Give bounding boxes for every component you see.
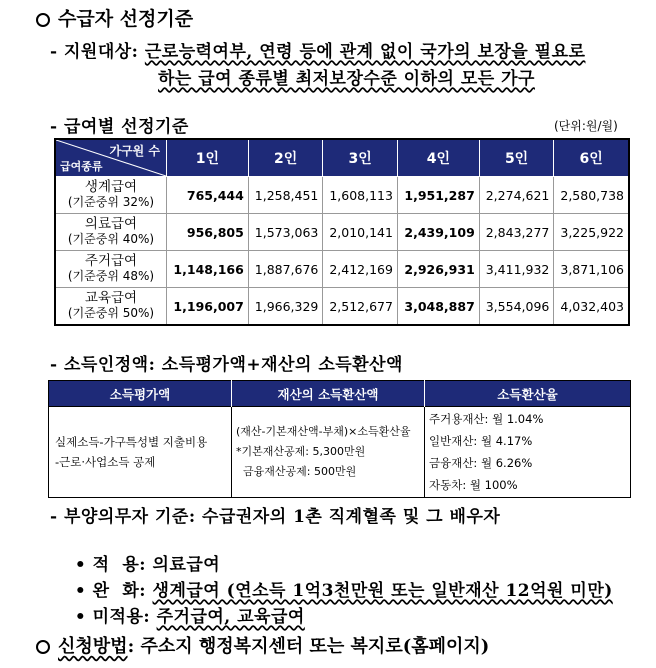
- value-cell: 2,439,109: [397, 214, 479, 251]
- value-cell: 2,010,141: [323, 214, 398, 251]
- value-cell: 2,926,931: [397, 251, 479, 288]
- value-cell: 3,871,106: [554, 251, 629, 288]
- rate-line: 일반재산: 월 4.17%: [429, 434, 533, 448]
- conversion-rate-cell: [425, 407, 631, 498]
- row-label: [55, 177, 167, 214]
- header-cell: 2인: [248, 139, 323, 177]
- table-row: [55, 288, 629, 326]
- value-cell: 3,225,922: [554, 214, 629, 251]
- value-cell: 956,805: [167, 214, 249, 251]
- header-cell: 1인: [167, 139, 249, 177]
- support-target-text1: 근로능력여부, 연령 등에 관계 없이 국가의 보장을 필요로: [144, 42, 586, 62]
- corner-household-label: 가구원 수: [109, 144, 160, 158]
- support-duty-title: - 부양의무자 기준: 수급권자의 1촌 직계혈족 및 그 배우자: [50, 507, 501, 527]
- value-cell: 765,444: [167, 177, 249, 214]
- row-label: [55, 288, 167, 326]
- corner-benefit-label: 급여종류: [60, 160, 103, 173]
- row-sub: (기준중위 50%): [67, 306, 155, 320]
- header-cell: 5인: [479, 139, 554, 177]
- support-target-line1: [50, 37, 585, 62]
- header-cell: 3인: [323, 139, 398, 177]
- unit-label: (단위:원/월): [554, 119, 618, 133]
- support-target-text2: 하는 급여 종류별 최저보장수준 이하의 모든 가구: [158, 69, 535, 89]
- value-cell: 1,887,676: [248, 251, 323, 288]
- value-cell: 2,512,677: [323, 288, 398, 326]
- value-cell: 2,274,621: [479, 177, 554, 214]
- value-cell: 4,032,403: [554, 288, 629, 326]
- support-item-exempt: [62, 582, 305, 627]
- row-label: [55, 214, 167, 251]
- support-item-label: • 적 용:: [74, 555, 153, 575]
- income-eval-line: -근로·사업소득 공제: [55, 455, 156, 469]
- income-row: [49, 407, 631, 498]
- header-cell: 4인: [397, 139, 479, 177]
- benefit-header-row: [55, 139, 629, 177]
- property-conversion-cell: [232, 407, 425, 498]
- income-header-cell: 재산의 소득환산액: [232, 381, 425, 407]
- support-item-value: 의료급여: [152, 555, 221, 575]
- property-line: 금융재산공제: 500만원: [236, 465, 357, 478]
- row-sub: (기준중위 32%): [67, 195, 155, 209]
- support-item-label: • 완 화:: [74, 581, 153, 601]
- apply-method: [36, 632, 489, 658]
- value-cell: 1,148,166: [167, 251, 249, 288]
- value-cell: 3,554,096: [479, 288, 554, 326]
- income-header-cell: 소득평가액: [49, 381, 232, 407]
- value-cell: 2,843,277: [479, 214, 554, 251]
- value-cell: 2,412,169: [323, 251, 398, 288]
- table-row: [55, 251, 629, 288]
- income-table: [48, 380, 631, 498]
- value-cell: 2,580,738: [554, 177, 629, 214]
- table-row: [55, 214, 629, 251]
- row-name: 생계급여: [84, 179, 138, 195]
- income-title: - 소득인정액: 소득평가액+재산의 소득환산액: [50, 355, 403, 375]
- rate-line: 자동차: 월 100%: [429, 478, 518, 492]
- section-title-text: 수급자 선정기준: [58, 8, 194, 30]
- circle-bullet-icon: [36, 13, 50, 27]
- support-item-value: 주거급여, 교육급여: [156, 607, 305, 627]
- value-cell: 3,411,932: [479, 251, 554, 288]
- support-target-line2: [158, 64, 535, 89]
- support-target-label: - 지원대상:: [50, 42, 145, 62]
- header-corner: [55, 139, 167, 177]
- benefit-table: [54, 138, 630, 326]
- value-cell: 1,951,287: [397, 177, 479, 214]
- apply-method-label: 신청방법: [58, 636, 128, 657]
- row-label: [55, 251, 167, 288]
- income-header-cell: 소득환산율: [425, 381, 631, 407]
- value-cell: 1,966,329: [248, 288, 323, 326]
- row-sub: (기준중위 48%): [67, 269, 155, 283]
- support-item-label: • 미적용:: [74, 607, 157, 627]
- value-cell: 1,608,113: [323, 177, 398, 214]
- property-line: *기본재산공제: 5,300만원: [236, 445, 366, 458]
- row-name: 의료급여: [84, 216, 138, 232]
- value-cell: 1,196,007: [167, 288, 249, 326]
- section-title: [36, 4, 193, 31]
- rate-line: 금융재산: 월 6.26%: [429, 456, 533, 470]
- row-name: 주거급여: [84, 253, 138, 269]
- circle-bullet-icon: [36, 640, 50, 654]
- income-eval-cell: [49, 407, 232, 498]
- income-eval-line: 실제소득-가구특성별 지출비용: [55, 435, 208, 449]
- row-sub: (기준중위 40%): [67, 232, 155, 246]
- property-line: (재산-기본재산액-부채)×소득환산율: [236, 425, 411, 438]
- income-header-row: [49, 381, 631, 407]
- header-cell: 6인: [554, 139, 629, 177]
- value-cell: 1,258,451: [248, 177, 323, 214]
- table-row: [55, 177, 629, 214]
- value-cell: 1,573,063: [248, 214, 323, 251]
- benefit-title: - 급여별 선정기준: [50, 117, 189, 137]
- rate-line: 주거용재산: 월 1.04%: [429, 412, 544, 426]
- row-name: 교육급여: [84, 290, 138, 306]
- value-cell: 3,048,887: [397, 288, 479, 326]
- support-item-value: 생계급여 (연소득 1억3천만원 또는 일반재산 12억원 미만): [152, 581, 613, 601]
- apply-method-text: : 주소지 행정복지센터 또는 복지로(홈페이지): [127, 636, 490, 657]
